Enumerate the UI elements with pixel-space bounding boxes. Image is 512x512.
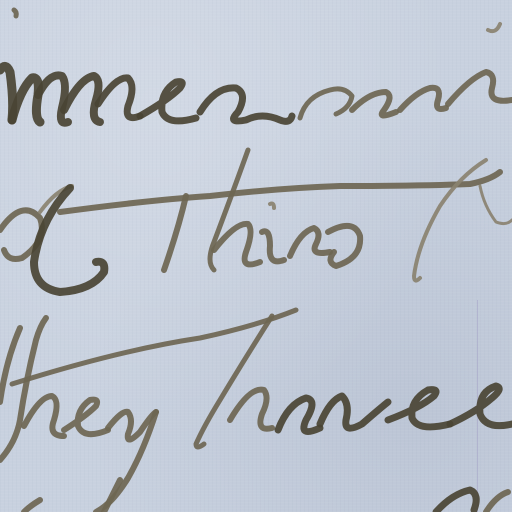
ink-stroke xyxy=(200,88,292,121)
ink-stroke xyxy=(320,396,388,428)
ink-stroke xyxy=(450,386,512,426)
ink-stroke xyxy=(24,500,40,512)
ink-stroke xyxy=(64,76,100,122)
ink-stroke xyxy=(352,92,396,116)
ink-stroke xyxy=(400,88,446,110)
ink-stroke xyxy=(270,204,274,209)
ink-stroke xyxy=(0,328,20,402)
ink-stroke xyxy=(60,172,500,212)
ink-stroke xyxy=(300,89,352,118)
ink-stroke xyxy=(140,82,196,121)
ink-stroke xyxy=(486,492,508,512)
ink-stroke xyxy=(98,78,140,118)
ink-stroke xyxy=(488,24,500,31)
ink-stroke xyxy=(38,75,68,122)
ink-stroke xyxy=(480,186,512,224)
handwritten-line-of-this xyxy=(0,150,512,292)
handwritten-line-immediate xyxy=(0,10,512,123)
ink-dot xyxy=(14,10,16,16)
ink-stroke xyxy=(0,318,46,460)
ink-stroke xyxy=(328,226,360,266)
ink-stroke xyxy=(24,396,64,436)
ink-stroke xyxy=(436,490,476,512)
ink-stroke xyxy=(262,231,284,261)
ink-stroke xyxy=(388,390,450,427)
ink-stroke xyxy=(278,398,320,432)
ink-stroke xyxy=(414,160,486,281)
handwritten-line-they-have xyxy=(0,310,512,512)
ink-stroke xyxy=(290,228,330,256)
ink-stroke xyxy=(64,400,108,435)
ink-stroke xyxy=(230,390,272,429)
ink-stroke xyxy=(164,196,186,270)
ink-stroke xyxy=(12,78,40,122)
ink-stroke xyxy=(448,72,512,104)
